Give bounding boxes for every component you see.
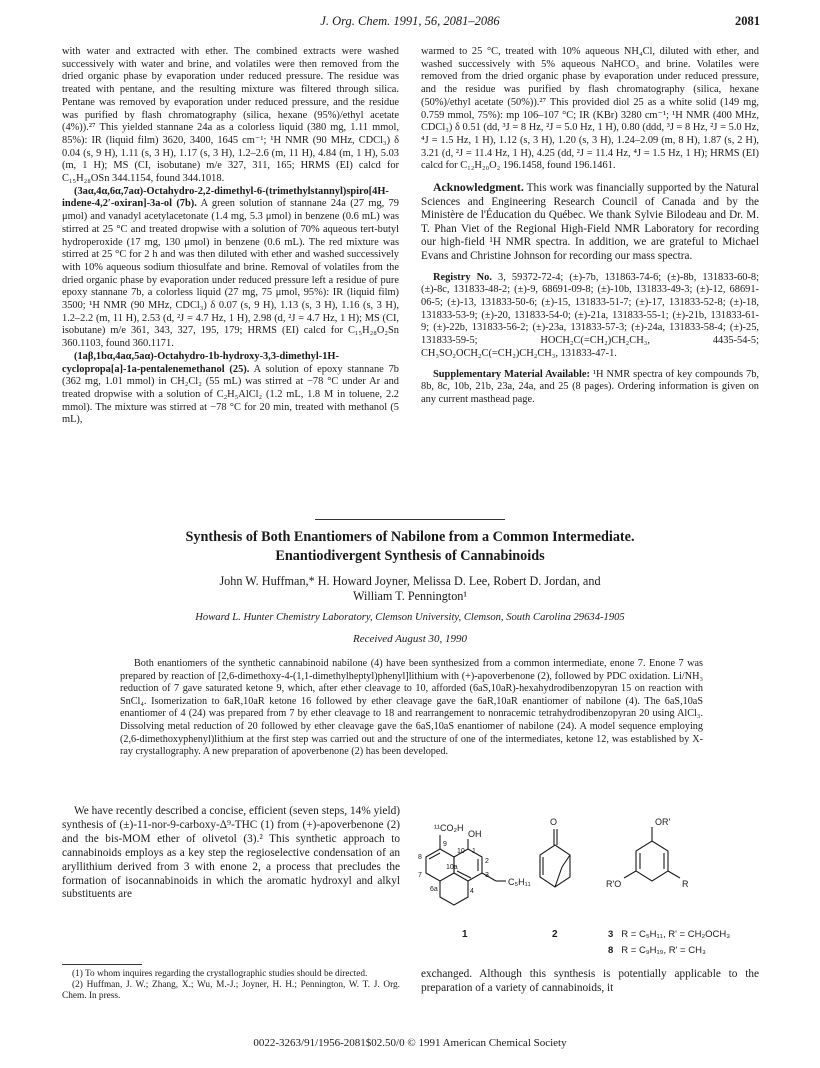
abstract: Both enantiomers of the synthetic cannabinoid nabilone (4) have been synthesized from a common intermediate, enone 7. Enone 7 was prepared by reaction of [2,6-dimethoxy-4-(1,1-dimethylheptyl)phenyl]lithium with (+)-apoverbenone (2), followed by PDC oxidation. Li/NH₃ reduction of 7 gave saturated ketone 9, which, after ether cleavage to 10, afforded (6aS,10aR)-hexahydrodibenzopyran 15 on reaction with SnCl₄. Isomerization to 6aR,10aR ketone 16 followed by ether cleavage gave the 6aR,10aR enantiomer of nabilone (4). The 6aS,10aS enantiomer of 4 (24) was prepared from 7 by ether cleavage to 18 and rearrangement to nonracemic tetrahydrodibenzopyran 20 using AlCl₃. Dissolving metal reduction of 20 followed by ether cleavage gave the 6aS,10aS enantiomer of nabilone (24). A model sequence employing (2,6-dimethoxyphenyl)lithium at the first step was carried out and the structure of one of the intermediates, ketone 12, was established by X-ray crystallography. A new preparation of apoverbenone (2) has been developed. — [120, 658, 703, 758]
intro-paragraph: We have recently described a concise, efficient (seven steps, 14% yield) synthesis of (±)-11-nor-9-carboxy-Δ⁹-THC (1) from (+)-apoverbenone (2) and the bis-MOM ether of olivetol (3).² This synthetic approach to cannabinoids employs as a key step the regioselective condensation of an aryllithium derived from 3 with enone 2, a process that precludes the formation of isocannabinoids in which the aromatic hydroxyl and alkyl substituents are — [62, 805, 400, 901]
label-c5h11: C₅H₁₁ — [508, 877, 531, 887]
label-or: OR' — [655, 817, 671, 827]
compound-heading: (3aα,4α,6α,7aα)-Octahydro-2,2-dimethyl-6-(trimethylstannyl)spiro[4H-indene-4,2′-oxiran]-3a-ol (7b). — [62, 185, 389, 210]
svg-text:3: 3 — [485, 872, 489, 879]
svg-text:9: 9 — [443, 841, 447, 848]
registry-numbers: Registry No. 3, 59372-72-4; (±)-7b, 131863-74-6; (±)-8b, 131833-60-8; (±)-8c, 131833-48-2; (±)-9, 68691-09-8; (±)-10b, 131833-49-3; (±)-12, 68691-06-5; (±)-13, 131833-50-6; (±)-15, 131833-51-7; (±)-17, 131833-52-8; (±)-18, 131833-53-9; (±)-20, 131833-54-0; (±)-21a, 131833-55-1; (±)-21b, 131833-61-9; (±)-22b, 131833-56-2; (±)-23a, 131833-57-3; (±)-24a, 131833-58-4; (±)-25, 131833-59-5; HOCH₂C(=CH₂)CH₂CH₃, 4435-54-5; CH₃SO₂OCH₂C(=CH₂)CH₂CH₃, 131833-47-1. — [421, 271, 759, 359]
label-ro: R'O — [606, 879, 622, 889]
page-footer: 0022-3263/91/1956-2081$02.50/0 © 1991 American Chemical Society — [253, 1037, 567, 1049]
label-oh: OH — [468, 829, 482, 839]
paragraph: with water and extracted with ether. The combined extracts were washed successively with water and brine, and volatiles were then removed from the dried organic phase by evaporation under reduced pressure. The residue was treated with pentane, and the resulting mixture was filtered through silica. Pentane was removed by evaporation under reduced pressure, and the residue was purified by flash chromatography (silica, hexane (95%)/ethyl acetate (4%)).²⁷ This yielded stannane 24a as a colorless liquid (380 mg, 1.11 mmol, 85%): IR (liquid film) 3620, 3400, 1645 cm⁻¹; ¹H NMR (90 MHz, CDCl₃) δ 0.04 (s, 9 H), 1.11 (s, 3 H), 1.17 (s, 3 H), 1.2–2.6 (m, 11 H), 4.84 (m, 1 H), 5.03 (m, 1 H); MS (CI, isobutane) m/e 327, 311, 165; HRMS (EI) calcd for C₁₅H₂₈OSn 344.1154, found 344.1018. — [62, 46, 399, 185]
affiliation: Howard L. Hunter Chemistry Laboratory, Clemson University, Clemson, South Carolina 29634-1905 — [195, 612, 625, 623]
svg-text:10: 10 — [457, 848, 465, 855]
continuation-text: exchanged. Although this synthesis is potentially applicable to the preparation of a variety of cannabinoids, it — [421, 968, 759, 994]
svg-text:8: 8 — [418, 854, 422, 861]
article-title: Synthesis of Both Enantiomers of Nabilone from a Common Intermediate. Enantiodivergent Synthesis of Cannabinoids — [185, 529, 635, 564]
svg-text:2: 2 — [485, 858, 489, 865]
paragraph: (1aβ,1bα,4aα,5aα)-Octahydro-1b-hydroxy-3,3-dimethyl-1H-cyclopropa[a]-1a-pentalenemethanol (25). A solution of epoxy stannane 7b (362 mg, 1.01 mmol) in CH₂Cl₂ (55 mL) was stirred at −78 °C under Ar and treated dropwise with a solution of C₂H₅AlCl₂ (1.2 mL, 1.8 M in toluene, 2.2 mmol). The mixture was stirred at −78 °C for 20 min, treated with methanol (5 mL), — [62, 350, 399, 426]
received-date: Received August 30, 1990 — [352, 633, 468, 645]
paragraph: (3aα,4α,6α,7aα)-Octahydro-2,2-dimethyl-6-(trimethylstannyl)spiro[4H-indene-4,2′-oxiran]-3a-ol (7b). A green solution of stannane 24a (27 mg, 79 μmol) and vanadyl acetylacetonate (1.4 mg, 5.3 μmol) in benzene (0.6 mL) was stirred at 25 °C and treated dropwise with a solution of 70% aqueous tert-butyl hydroperoxide (17 mg, 130 μmol) in benzene (0.6 mL). The red mixture was stirred at 25 °C for 2 h and was then diluted with ether and washed successively with 10% aqueous sodium thiosulfate and brine. Removal of volatiles from the dried organic phase by evaporation under reduced pressure left a residue of pure epoxy stannane 7b, a colorless liquid (27 mg, 75 μmol, 95%): IR (liquid film) 3500; ¹H NMR (90 MHz, CDCl₃) δ 0.07 (s, 9 H), 1.13 (s, 3 H), 1.16 (s, 3 H), 1.2–2.2 (m, 11 H), 2.53 (d, ²J = 4.7 Hz, 1 H), 2.98 (d, ²J = 4.7 Hz, 1 H); MS (CI, isobutane) m/e 361, 343, 327, 195, 179; HRMS (EI) calcd for C₁₅H₂₈O₂Sn 360.1103, found 360.1171. — [62, 185, 400, 350]
supplementary-material: Supplementary Material Available: ¹H NMR spectra of key compounds 7b, 8b, 8c, 10b, 21b, 23a, 24a, and 25 (8 pages). Ordering information is given on any current masthead page. — [421, 368, 759, 405]
structure-2 — [540, 829, 570, 887]
section-divider — [315, 519, 505, 520]
svg-text:1: 1 — [472, 848, 476, 855]
structure-1-label: 1 — [462, 929, 468, 940]
left-column — [62, 46, 399, 427]
svg-text:7: 7 — [418, 872, 422, 879]
structure-8-label: 8 R = C₉H₁₉, R' = CH₃ — [608, 945, 706, 956]
structures-svg — [412, 805, 762, 965]
acknowledgment: Acknowledgment. This work was financially supported by the Natural Sciences and Engineering Research Council of Canada and by the Ministère de l'Éducation du Québec. We thank Sylvie Bilodeau and Dr. M. T. Phan Viet of the Regional High-Field NMR Laboratory for recording our high-field ¹H NMR spectra. In addition, we are grateful to Michael Evans and Christine Johnson for recording our mass spectra. — [421, 180, 759, 262]
svg-text:6a: 6a — [430, 886, 438, 893]
paragraph: warmed to 25 °C, treated with 10% aqueous NH₄Cl, diluted with ether, and washed successively with 5% aqueous NaHCO₃ and brine. Volatiles were removed from the dried organic phase by evaporation under reduced pressure, and the residue was purified by flash chromatography (silica, hexane (50%)/ethyl acetate (50%)).²⁷ This provided diol 25 as a white solid (149 mg, 0.759 mmol, 75%): mp 106–107 °C; IR (KBr) 3280 cm⁻¹; ¹H NMR (400 MHz, CDCl₃) δ 0.51 (dd, ³J = 8 Hz, ²J = 5.0 Hz, 1 H), 0.80 (ddd, ³J = 8 Hz, ²J = 5.0 Hz, ⁴J = 1.5 Hz, 1 H), 1.12 (s, 3 H), 1.20 (s, 3 H), 1.24–2.09 (m, 8 H), 1.87 (s, 2 H), 3.21 (d, ²J = 11.4 Hz, 1 H), 4.25 (dd, ²J = 11.4 Hz, ⁴J = 1.5 Hz, 1 H); HRMS (EI) calcd for C₁₂H₂₀O₂ 196.1458, found 196.1461. — [421, 46, 759, 172]
label-co2h: ¹¹CO₂H — [434, 823, 464, 833]
label-o: O — [550, 817, 558, 827]
chemical-structures — [412, 805, 762, 965]
footnotes — [62, 969, 400, 1003]
footnote: (1) To whom inquires regarding the crystallographic studies should be directed. — [72, 969, 368, 979]
structure-2-label: 2 — [552, 929, 558, 940]
svg-text:4: 4 — [470, 888, 474, 895]
authors: John W. Huffman,* H. Howard Joyner, Melissa D. Lee, Robert D. Jordan, and William T. Pennington¹ — [219, 574, 601, 603]
structure-3-label: 3 R = C₅H₁₁, R' = CH₂OCH₃ — [608, 929, 731, 940]
running-header — [60, 14, 760, 32]
footnote-rule — [62, 964, 142, 965]
compound-heading: (1aβ,1bα,4aα,5aα)-Octahydro-1b-hydroxy-3,3-dimethyl-1H-cyclopropa[a]-1a-pentalenemethanol (25). — [62, 350, 339, 375]
page-number: 2081 — [735, 14, 760, 28]
footnote: (2) Huffman, J. W.; Zhang, X.; Wu, M.-J.; Joyner, H. H.; Pennington, W. T. J. Org. Chem. In press. — [62, 980, 400, 1002]
svg-text:10a: 10a — [446, 864, 458, 871]
journal-citation: J. Org. Chem. 1991, 56, 2081–2086 — [320, 14, 500, 28]
structure-3 — [624, 827, 680, 881]
structure-1 — [426, 835, 506, 905]
right-column — [421, 46, 759, 407]
label-r: R — [682, 879, 689, 889]
